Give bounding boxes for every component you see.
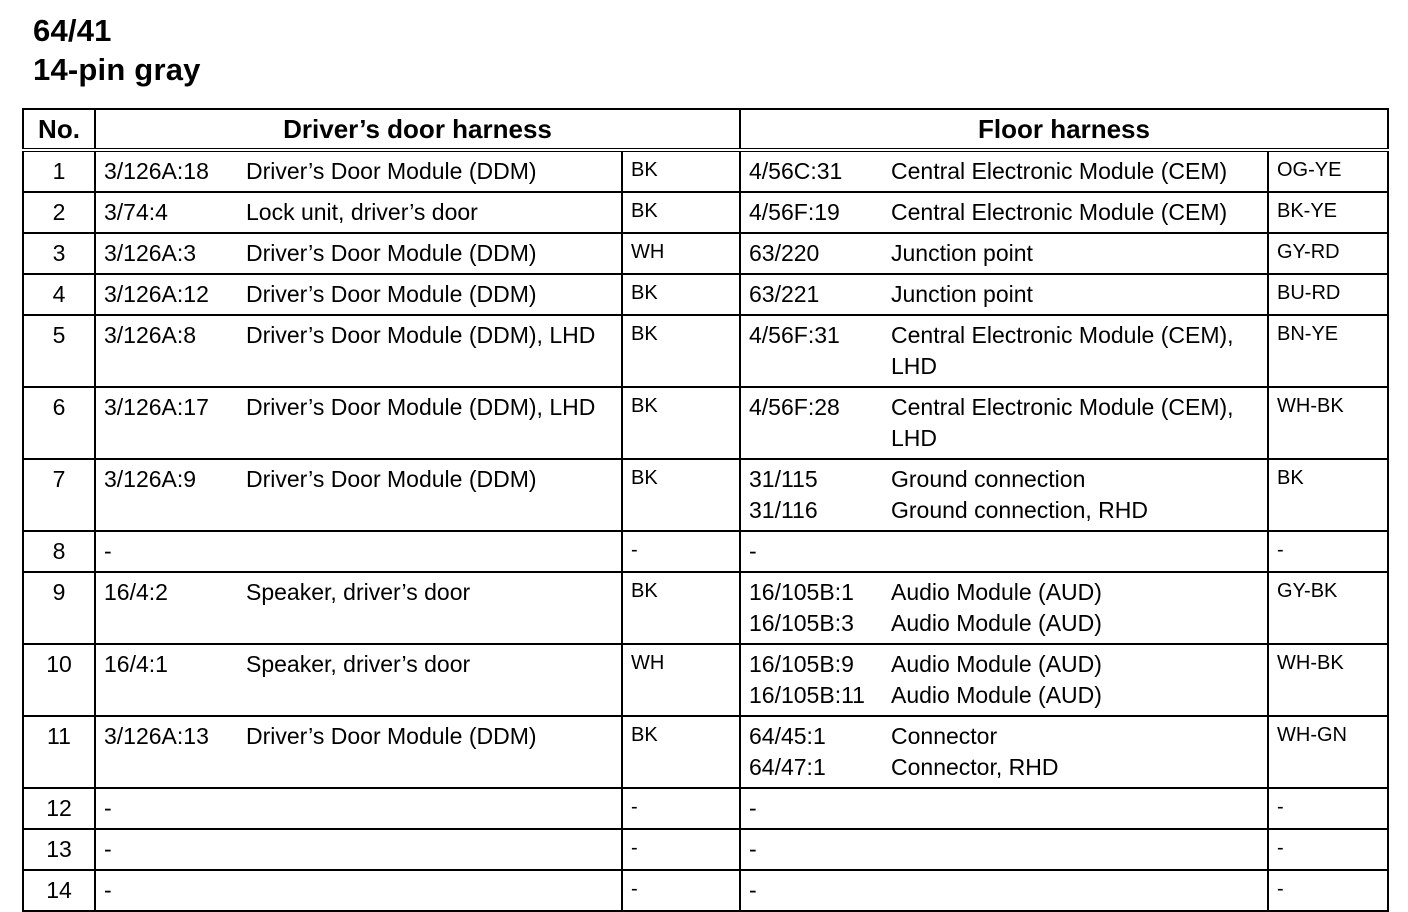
driver-door-wire-color: BK [631, 282, 658, 304]
driver-door-wire-color: BK [631, 395, 658, 417]
floor-harness-description: Junction point [891, 240, 1033, 266]
driver-door-line [104, 649, 615, 680]
pin-number-cell [23, 150, 95, 192]
floor-harness-code: 4/56F:19 [749, 199, 840, 225]
pin-number: 2 [52, 199, 66, 225]
driver-door-cell [95, 870, 622, 911]
driver-door-wire-color: BK [631, 159, 658, 181]
floor-harness-cell [740, 315, 1268, 387]
driver-door-description [246, 875, 615, 906]
floor-harness-description: Ground connection, RHD [891, 497, 1148, 523]
floor-harness-description: Central Electronic Module (CEM), LHD [891, 322, 1234, 379]
floor-harness-code: 16/105B:3 [749, 610, 854, 636]
floor-harness-wire-color: WH-BK [1277, 395, 1344, 417]
floor-harness-wire-color: - [1277, 878, 1284, 900]
driver-door-code: 3/126A:8 [104, 322, 197, 348]
table-row [23, 387, 1388, 459]
floor-harness-cell [740, 644, 1268, 716]
driver-door-cell [95, 829, 622, 870]
floor-harness-line [749, 649, 1261, 680]
pin-number: 12 [46, 795, 72, 821]
driver-door-code: 3/74:4 [104, 199, 168, 225]
floor-harness-line [749, 156, 1261, 187]
floor-harness-line [749, 392, 1261, 454]
floor-harness-description: Audio Module (AUD) [891, 651, 1102, 677]
pin-number-cell [23, 192, 95, 233]
floor-harness-description: Audio Module (AUD) [891, 610, 1102, 636]
connector-type: 14-pin gray [33, 52, 201, 87]
driver-door-wire-color-cell [622, 274, 740, 315]
driver-door-code: - [104, 877, 112, 903]
table-row [23, 829, 1388, 870]
pin-number-cell [23, 644, 95, 716]
floor-harness-code: - [749, 877, 757, 903]
floor-harness-code: - [749, 538, 757, 564]
floor-harness-wire-color-cell [1268, 387, 1388, 459]
driver-door-line [104, 238, 615, 269]
table-header-row [23, 109, 1388, 150]
driver-door-description [246, 793, 615, 824]
driver-door-line [104, 793, 615, 824]
pin-number: 4 [52, 281, 66, 307]
floor-harness-wire-color-cell [1268, 315, 1388, 387]
driver-door-line [104, 156, 615, 187]
floor-harness-description [891, 536, 1261, 567]
floor-harness-wire-color-cell [1268, 459, 1388, 531]
table-row [23, 192, 1388, 233]
floor-harness-wire-color: - [1277, 837, 1284, 859]
floor-harness-code: - [749, 836, 757, 862]
table-row [23, 315, 1388, 387]
floor-harness-cell [740, 192, 1268, 233]
floor-harness-line [749, 608, 1261, 639]
driver-door-wire-color-cell [622, 531, 740, 572]
floor-harness-line [749, 721, 1261, 752]
table-row [23, 274, 1388, 315]
driver-door-description [246, 536, 615, 567]
floor-harness-line [749, 320, 1261, 382]
floor-harness-wire-color-cell [1268, 788, 1388, 829]
driver-door-cell [95, 192, 622, 233]
driver-door-wire-color-cell [622, 459, 740, 531]
floor-harness-wire-color-cell [1268, 716, 1388, 788]
floor-harness-wire-color-cell [1268, 192, 1388, 233]
driver-door-cell [95, 315, 622, 387]
driver-door-description: Lock unit, driver’s door [246, 199, 478, 225]
driver-door-cell [95, 644, 622, 716]
driver-door-wire-color-cell [622, 644, 740, 716]
driver-door-wire-color: BK [631, 724, 658, 746]
floor-harness-wire-color: - [1277, 796, 1284, 818]
driver-door-description: Driver’s Door Module (DDM) [246, 281, 537, 307]
floor-harness-line [749, 875, 1261, 906]
driver-door-cell [95, 531, 622, 572]
table-row [23, 459, 1388, 531]
floor-harness-description: Central Electronic Module (CEM), LHD [891, 394, 1234, 451]
pin-number: 7 [52, 466, 66, 492]
driver-door-description: Driver’s Door Module (DDM), LHD [246, 394, 596, 420]
pinout-table-body [23, 109, 1388, 911]
header-floor-harness: Floor harness [740, 109, 1388, 150]
driver-door-cell [95, 716, 622, 788]
pin-number-cell [23, 788, 95, 829]
floor-harness-line [749, 279, 1261, 310]
pin-number-cell [23, 315, 95, 387]
table-row [23, 870, 1388, 911]
floor-harness-cell [740, 572, 1268, 644]
floor-harness-line [749, 752, 1261, 783]
pin-number: 10 [46, 651, 72, 677]
pin-number: 9 [52, 579, 66, 605]
floor-harness-wire-color-cell [1268, 233, 1388, 274]
floor-harness-wire-color-cell [1268, 829, 1388, 870]
driver-door-wire-color: BK [631, 467, 658, 489]
pin-number-cell [23, 274, 95, 315]
pin-number-cell [23, 459, 95, 531]
floor-harness-wire-color: BN-YE [1277, 323, 1339, 345]
driver-door-wire-color: WH [631, 652, 665, 674]
floor-harness-description: Ground connection [891, 466, 1086, 492]
pin-number: 3 [52, 240, 66, 266]
floor-harness-description: Central Electronic Module (CEM) [891, 199, 1228, 225]
driver-door-line [104, 577, 615, 608]
floor-harness-code: 16/105B:9 [749, 651, 854, 677]
floor-harness-cell [740, 233, 1268, 274]
floor-harness-wire-color: WH-GN [1277, 724, 1347, 746]
floor-harness-cell [740, 829, 1268, 870]
floor-harness-cell [740, 150, 1268, 192]
floor-harness-line [749, 680, 1261, 711]
driver-door-wire-color: BK [631, 323, 658, 345]
driver-door-code: 3/126A:12 [104, 281, 209, 307]
floor-harness-description: Audio Module (AUD) [891, 579, 1102, 605]
floor-harness-description: Connector [891, 723, 998, 749]
floor-harness-cell [740, 531, 1268, 572]
driver-door-description: Driver’s Door Module (DDM) [246, 158, 537, 184]
driver-door-description: Speaker, driver’s door [246, 651, 471, 677]
driver-door-description: Driver’s Door Module (DDM) [246, 240, 537, 266]
pin-number: 14 [46, 877, 72, 903]
driver-door-wire-color: WH [631, 241, 665, 263]
floor-harness-description [891, 834, 1261, 865]
driver-door-wire-color-cell [622, 387, 740, 459]
connector-id: 64/41 [33, 13, 112, 48]
driver-door-wire-color: - [631, 539, 638, 561]
driver-door-code: 3/126A:17 [104, 394, 209, 420]
floor-harness-description: Central Electronic Module (CEM) [891, 158, 1228, 184]
table-row [23, 233, 1388, 274]
floor-harness-cell [740, 459, 1268, 531]
driver-door-line [104, 464, 615, 495]
driver-door-code: 3/126A:3 [104, 240, 197, 266]
floor-harness-code: - [749, 795, 757, 821]
floor-harness-code: 4/56F:31 [749, 322, 840, 348]
driver-door-wire-color: BK [631, 200, 658, 222]
pin-number-cell [23, 531, 95, 572]
driver-door-wire-color: - [631, 837, 638, 859]
driver-door-wire-color: BK [631, 580, 658, 602]
floor-harness-code: 31/116 [749, 497, 818, 523]
driver-door-wire-color-cell [622, 315, 740, 387]
driver-door-cell [95, 387, 622, 459]
floor-harness-wire-color: GY-BK [1277, 580, 1338, 602]
driver-door-code: 3/126A:9 [104, 466, 197, 492]
pin-number: 6 [52, 394, 66, 420]
table-row [23, 150, 1388, 192]
driver-door-wire-color: - [631, 878, 638, 900]
pin-number: 13 [46, 836, 72, 862]
pin-number-cell [23, 870, 95, 911]
floor-harness-description [891, 875, 1261, 906]
floor-harness-line [749, 536, 1261, 567]
floor-harness-wire-color-cell [1268, 572, 1388, 644]
driver-door-cell [95, 233, 622, 274]
driver-door-wire-color-cell [622, 829, 740, 870]
driver-door-cell [95, 459, 622, 531]
table-row [23, 644, 1388, 716]
driver-door-line [104, 834, 615, 865]
driver-door-cell [95, 150, 622, 192]
floor-harness-cell [740, 716, 1268, 788]
driver-door-line [104, 197, 615, 228]
driver-door-line [104, 392, 615, 423]
driver-door-code: 16/4:1 [104, 651, 168, 677]
floor-harness-description [891, 793, 1261, 824]
floor-harness-wire-color: WH-BK [1277, 652, 1344, 674]
floor-harness-code: 63/221 [749, 281, 820, 307]
table-row [23, 716, 1388, 788]
driver-door-line [104, 875, 615, 906]
floor-harness-code: 31/115 [749, 466, 818, 492]
driver-door-line [104, 536, 615, 567]
driver-door-cell [95, 788, 622, 829]
floor-harness-description: Audio Module (AUD) [891, 682, 1102, 708]
floor-harness-wire-color: BK [1277, 467, 1304, 489]
driver-door-cell [95, 572, 622, 644]
pin-number: 5 [52, 322, 66, 348]
floor-harness-wire-color: OG-YE [1277, 159, 1342, 181]
floor-harness-wire-color-cell [1268, 531, 1388, 572]
driver-door-wire-color-cell [622, 716, 740, 788]
floor-harness-wire-color-cell [1268, 870, 1388, 911]
driver-door-description: Driver’s Door Module (DDM) [246, 466, 537, 492]
floor-harness-wire-color: BK-YE [1277, 200, 1338, 222]
floor-harness-code: 16/105B:1 [749, 579, 854, 605]
floor-harness-description: Connector, RHD [891, 754, 1059, 780]
driver-door-description [246, 834, 615, 865]
driver-door-wire-color-cell [622, 233, 740, 274]
floor-harness-cell [740, 274, 1268, 315]
floor-harness-description: Junction point [891, 281, 1033, 307]
pin-number-cell [23, 716, 95, 788]
driver-door-code: 3/126A:18 [104, 158, 209, 184]
floor-harness-code: 4/56F:28 [749, 394, 840, 420]
floor-harness-cell [740, 387, 1268, 459]
floor-harness-wire-color-cell [1268, 150, 1388, 192]
floor-harness-line [749, 238, 1261, 269]
driver-door-code: - [104, 795, 112, 821]
driver-door-wire-color-cell [622, 192, 740, 233]
floor-harness-wire-color-cell [1268, 644, 1388, 716]
floor-harness-line [749, 577, 1261, 608]
floor-harness-cell [740, 788, 1268, 829]
driver-door-wire-color-cell [622, 788, 740, 829]
pin-number-cell [23, 572, 95, 644]
floor-harness-code: 64/45:1 [749, 723, 826, 749]
pin-number: 11 [47, 723, 71, 749]
driver-door-line [104, 320, 615, 351]
driver-door-wire-color-cell [622, 150, 740, 192]
floor-harness-line [749, 197, 1261, 228]
floor-harness-code: 16/105B:11 [749, 682, 865, 708]
driver-door-description: Driver’s Door Module (DDM), LHD [246, 322, 596, 348]
table-row [23, 788, 1388, 829]
table-row [23, 572, 1388, 644]
floor-harness-code: 4/56C:31 [749, 158, 843, 184]
floor-harness-line [749, 793, 1261, 824]
driver-door-wire-color-cell [622, 572, 740, 644]
driver-door-description: Speaker, driver’s door [246, 579, 471, 605]
header-drivers-door-harness: Driver’s door harness [95, 109, 740, 150]
driver-door-code: - [104, 836, 112, 862]
driver-door-code: 16/4:2 [104, 579, 168, 605]
driver-door-cell [95, 274, 622, 315]
floor-harness-code: 63/220 [749, 240, 820, 266]
floor-harness-line [749, 834, 1261, 865]
driver-door-wire-color-cell [622, 870, 740, 911]
floor-harness-wire-color-cell [1268, 274, 1388, 315]
table-row [23, 531, 1388, 572]
floor-harness-line [749, 464, 1261, 495]
floor-harness-cell [740, 870, 1268, 911]
floor-harness-line [749, 495, 1261, 526]
pinout-table [22, 108, 1389, 912]
driver-door-wire-color: - [631, 796, 638, 818]
pin-number-cell [23, 233, 95, 274]
floor-harness-wire-color: BU-RD [1277, 282, 1341, 304]
floor-harness-code: 64/47:1 [749, 754, 826, 780]
pin-number: 1 [52, 158, 66, 184]
driver-door-code: 3/126A:13 [104, 723, 209, 749]
driver-door-code: - [104, 538, 112, 564]
driver-door-line [104, 279, 615, 310]
pin-number-cell [23, 387, 95, 459]
driver-door-description: Driver’s Door Module (DDM) [246, 723, 537, 749]
floor-harness-wire-color: GY-RD [1277, 241, 1340, 263]
header-no: No. [23, 109, 95, 150]
driver-door-line [104, 721, 615, 752]
pin-number-cell [23, 829, 95, 870]
pin-number: 8 [52, 538, 66, 564]
floor-harness-wire-color: - [1277, 539, 1284, 561]
